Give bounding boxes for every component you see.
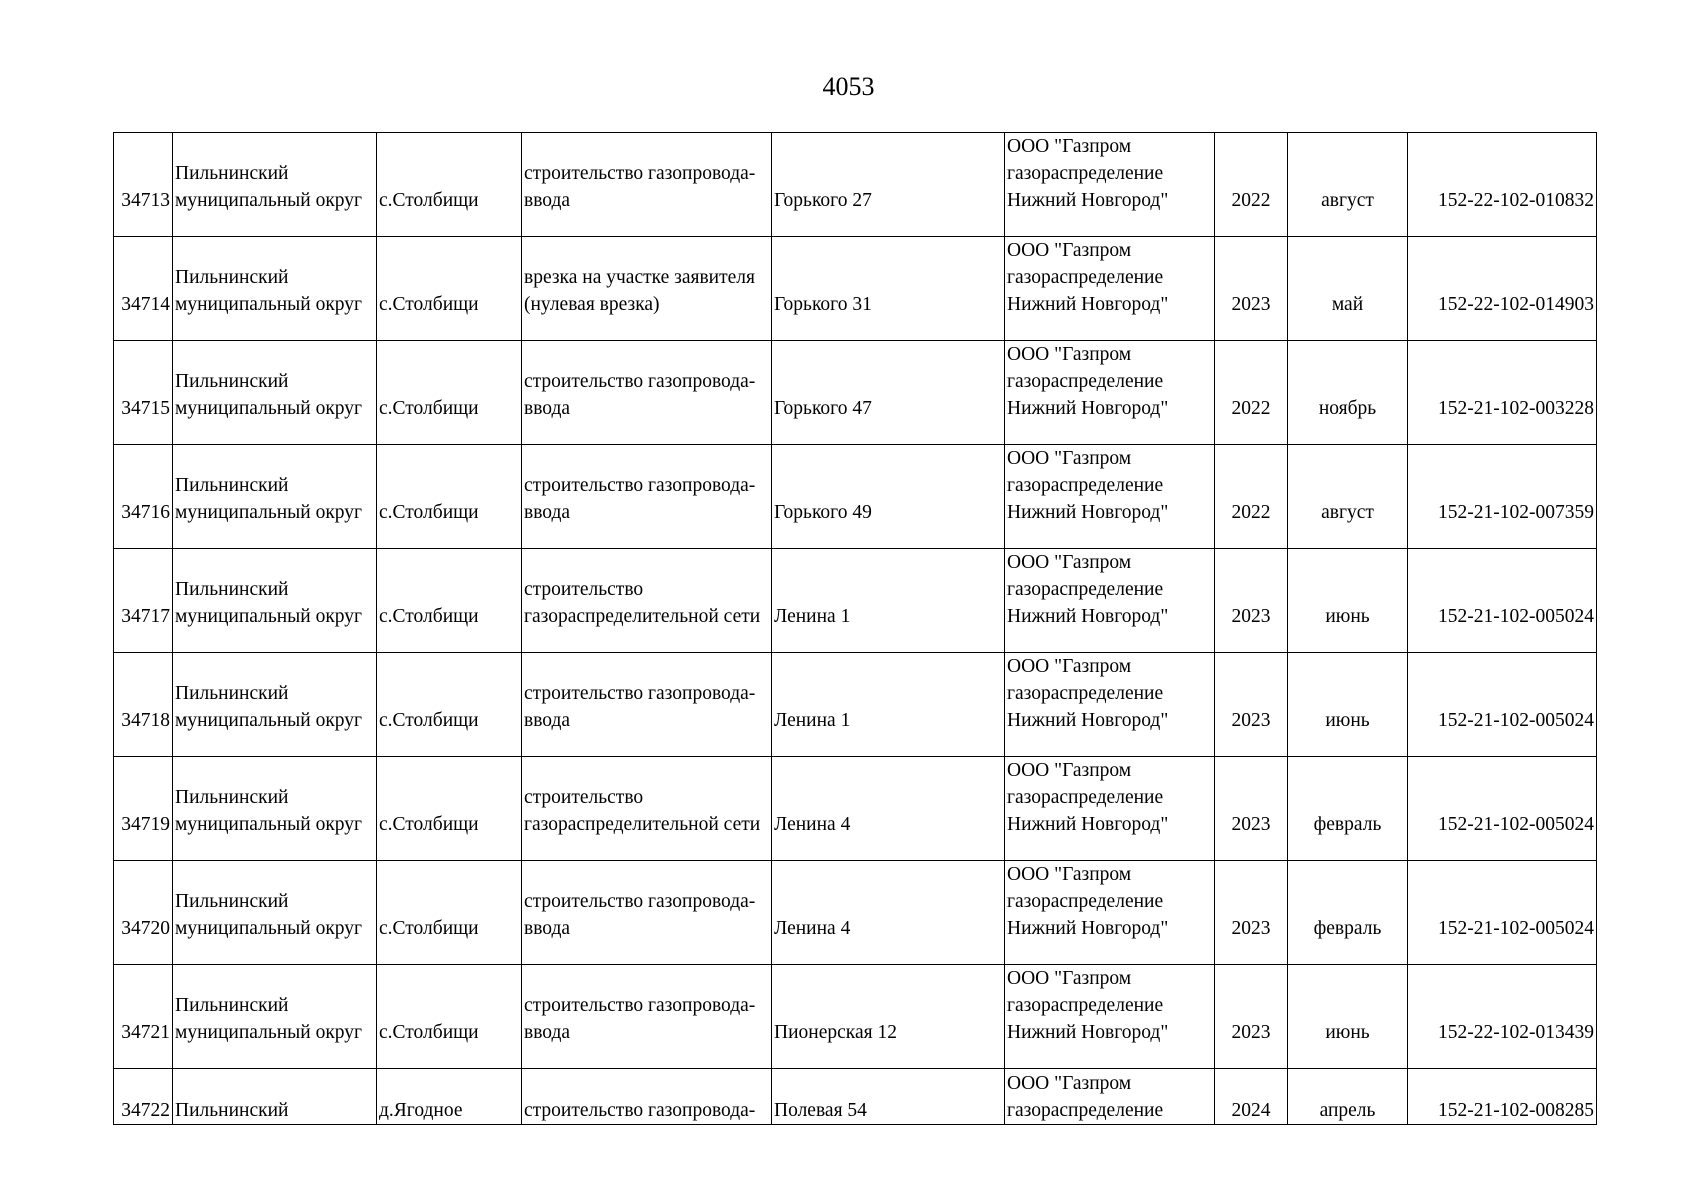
code-cell: 152-22-102-013439 bbox=[1408, 965, 1597, 1069]
work-type-cell: строительство газопровода-ввода bbox=[522, 341, 772, 445]
page-number: 4053 bbox=[822, 72, 875, 101]
row-number: 34718 bbox=[114, 653, 173, 757]
row-number: 34714 bbox=[114, 237, 173, 341]
region-cell: Пильнинский муниципальный округ bbox=[173, 237, 377, 341]
table-row bbox=[114, 653, 1597, 757]
row-number: 34717 bbox=[114, 549, 173, 653]
address-cell: Пионерская 12 bbox=[772, 965, 1005, 1069]
row-number: 34721 bbox=[114, 965, 173, 1069]
address-cell: Полевая 54 bbox=[772, 1069, 1005, 1125]
organization-cell: ООО "Газпром газораспределение Нижний Новгород" bbox=[1005, 965, 1215, 1069]
settlement-cell: с.Столбищи bbox=[377, 653, 522, 757]
region-cell: Пильнинский bbox=[173, 1069, 377, 1125]
year-cell: 2022 bbox=[1215, 445, 1288, 549]
code-cell: 152-21-102-005024 bbox=[1408, 653, 1597, 757]
organization-cell: ООО "Газпром газораспределение Нижний Новгород" bbox=[1005, 861, 1215, 965]
region-cell: Пильнинский муниципальный округ bbox=[173, 653, 377, 757]
organization-cell: ООО "Газпром газораспределение Нижний Новгород" bbox=[1005, 549, 1215, 653]
settlement-cell: с.Столбищи bbox=[377, 445, 522, 549]
settlement-cell: д.Ягодное bbox=[377, 1069, 522, 1125]
organization-cell: ООО "Газпром газораспределение Нижний Новгород" bbox=[1005, 757, 1215, 861]
settlement-cell: с.Столбищи bbox=[377, 237, 522, 341]
table-row bbox=[114, 549, 1597, 653]
code-cell: 152-21-102-005024 bbox=[1408, 757, 1597, 861]
month-cell: август bbox=[1288, 133, 1408, 237]
work-type-cell: врезка на участке заявителя (нулевая врезка) bbox=[522, 237, 772, 341]
settlement-cell: с.Столбищи bbox=[377, 861, 522, 965]
region-cell: Пильнинский муниципальный округ bbox=[173, 757, 377, 861]
year-cell: 2023 bbox=[1215, 653, 1288, 757]
row-number: 34720 bbox=[114, 861, 173, 965]
settlement-cell: с.Столбищи bbox=[377, 965, 522, 1069]
organization-cell: ООО "Газпром газораспределение Нижний Новгород" bbox=[1005, 341, 1215, 445]
year-cell: 2023 bbox=[1215, 549, 1288, 653]
work-type-cell: строительство газопровода-ввода bbox=[522, 653, 772, 757]
row-number: 34722 bbox=[114, 1069, 173, 1125]
code-cell: 152-21-102-007359 bbox=[1408, 445, 1597, 549]
region-cell: Пильнинский муниципальный округ bbox=[173, 861, 377, 965]
settlement-cell: с.Столбищи bbox=[377, 133, 522, 237]
work-type-cell: строительство газопровода-ввода bbox=[522, 861, 772, 965]
table-row bbox=[114, 965, 1597, 1069]
month-cell: апрель bbox=[1288, 1069, 1408, 1125]
month-cell: май bbox=[1288, 237, 1408, 341]
table-row bbox=[114, 133, 1597, 237]
organization-cell: ООО "Газпром газораспределение Нижний Новгород" bbox=[1005, 445, 1215, 549]
month-cell: февраль bbox=[1288, 861, 1408, 965]
table-row bbox=[114, 1069, 1597, 1125]
work-type-cell: строительство газораспределительной сети bbox=[522, 549, 772, 653]
table-row bbox=[114, 445, 1597, 549]
region-cell: Пильнинский муниципальный округ bbox=[173, 341, 377, 445]
table-body bbox=[114, 133, 1597, 1125]
table-row bbox=[114, 861, 1597, 965]
year-cell: 2022 bbox=[1215, 133, 1288, 237]
organization-cell: ООО "Газпром газораспределение bbox=[1005, 1069, 1215, 1125]
month-cell: август bbox=[1288, 445, 1408, 549]
code-cell: 152-22-102-010832 bbox=[1408, 133, 1597, 237]
month-cell: июнь bbox=[1288, 965, 1408, 1069]
year-cell: 2023 bbox=[1215, 965, 1288, 1069]
month-cell: ноябрь bbox=[1288, 341, 1408, 445]
month-cell: февраль bbox=[1288, 757, 1408, 861]
work-type-cell: строительство газопровода- bbox=[522, 1069, 772, 1125]
organization-cell: ООО "Газпром газораспределение Нижний Новгород" bbox=[1005, 653, 1215, 757]
row-number: 34715 bbox=[114, 341, 173, 445]
row-number: 34713 bbox=[114, 133, 173, 237]
organization-cell: ООО "Газпром газораспределение Нижний Новгород" bbox=[1005, 133, 1215, 237]
row-number: 34719 bbox=[114, 757, 173, 861]
work-type-cell: строительство газораспределительной сети bbox=[522, 757, 772, 861]
settlement-cell: с.Столбищи bbox=[377, 549, 522, 653]
table-row bbox=[114, 341, 1597, 445]
year-cell: 2023 bbox=[1215, 861, 1288, 965]
year-cell: 2023 bbox=[1215, 757, 1288, 861]
table-row bbox=[114, 237, 1597, 341]
month-cell: июнь bbox=[1288, 549, 1408, 653]
year-cell: 2022 bbox=[1215, 341, 1288, 445]
address-cell: Ленина 4 bbox=[772, 757, 1005, 861]
registry-table bbox=[113, 132, 1597, 1125]
code-cell: 152-21-102-008285 bbox=[1408, 1069, 1597, 1125]
work-type-cell: строительство газопровода-ввода bbox=[522, 445, 772, 549]
month-cell: июнь bbox=[1288, 653, 1408, 757]
year-cell: 2023 bbox=[1215, 237, 1288, 341]
address-cell: Горького 31 bbox=[772, 237, 1005, 341]
settlement-cell: с.Столбищи bbox=[377, 757, 522, 861]
code-cell: 152-21-102-005024 bbox=[1408, 861, 1597, 965]
region-cell: Пильнинский муниципальный округ bbox=[173, 549, 377, 653]
region-cell: Пильнинский муниципальный округ bbox=[173, 133, 377, 237]
settlement-cell: с.Столбищи bbox=[377, 341, 522, 445]
row-number: 34716 bbox=[114, 445, 173, 549]
address-cell: Горького 47 bbox=[772, 341, 1005, 445]
address-cell: Ленина 4 bbox=[772, 861, 1005, 965]
address-cell: Ленина 1 bbox=[772, 549, 1005, 653]
address-cell: Горького 27 bbox=[772, 133, 1005, 237]
code-cell: 152-21-102-003228 bbox=[1408, 341, 1597, 445]
work-type-cell: строительство газопровода-ввода bbox=[522, 133, 772, 237]
year-cell: 2024 bbox=[1215, 1069, 1288, 1125]
table-row bbox=[114, 757, 1597, 861]
region-cell: Пильнинский муниципальный округ bbox=[173, 965, 377, 1069]
address-cell: Ленина 1 bbox=[772, 653, 1005, 757]
address-cell: Горького 49 bbox=[772, 445, 1005, 549]
region-cell: Пильнинский муниципальный округ bbox=[173, 445, 377, 549]
organization-cell: ООО "Газпром газораспределение Нижний Новгород" bbox=[1005, 237, 1215, 341]
code-cell: 152-22-102-014903 bbox=[1408, 237, 1597, 341]
work-type-cell: строительство газопровода-ввода bbox=[522, 965, 772, 1069]
code-cell: 152-21-102-005024 bbox=[1408, 549, 1597, 653]
